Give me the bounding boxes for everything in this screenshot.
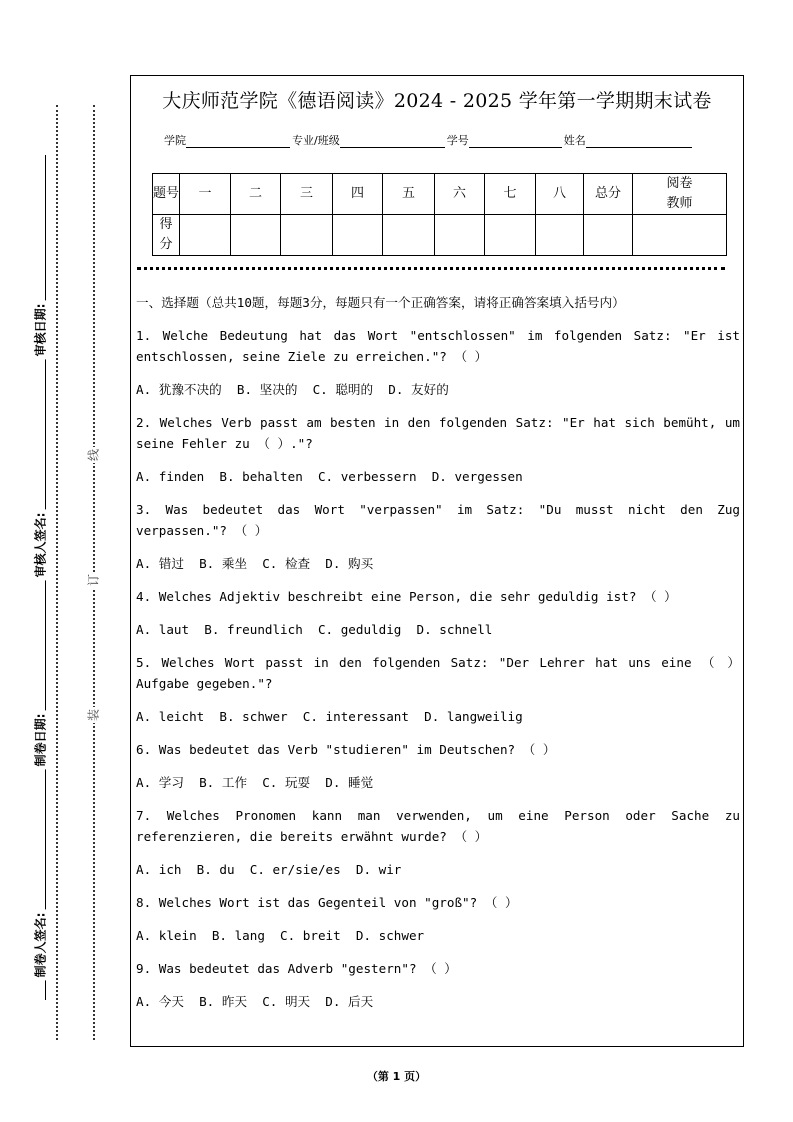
field-label-name: 姓名: [563, 134, 586, 147]
question-2: 2. Welches Verb passt am besten in den folgenden Satz: "Er hat sich bemüht, um seine Fehler zu （ ）."?: [136, 415, 740, 451]
table-cell: 总分: [584, 174, 633, 215]
cut-char-mount: 装: [86, 708, 101, 722]
table-cell: 一: [180, 174, 231, 215]
question-1-options: A. 犹豫不决的 B. 坚决的 C. 聪明的 D. 友好的: [136, 382, 449, 397]
question-7: 7. Welches Pronomen kann man verwenden, um eine Person oder Sache zu referenzieren, die bereits erwähnt wurde? （ ）: [136, 808, 740, 844]
field-label-student-id: 学号: [446, 134, 469, 147]
student-id-field[interactable]: [469, 135, 562, 148]
table-cell: 得分: [153, 215, 180, 256]
table-cell: 二: [231, 174, 281, 215]
question-section: [136, 292, 740, 1024]
table-row-scores: [153, 215, 727, 256]
field-label-college: 学院: [164, 134, 186, 147]
student-info-row: [164, 132, 694, 148]
question-9: 9. Was bedeutet das Adverb "gestern"? （ ）: [136, 961, 457, 976]
question-9-options: A. 今天 B. 昨天 C. 明天 D. 后天: [136, 994, 374, 1009]
table-cell: 四: [333, 174, 383, 215]
question-5-options: A. leicht B. schwer C. interessant D. langweilig: [136, 709, 523, 724]
dotted-separator: [137, 267, 725, 270]
question-3: 3. Was bedeutet das Wort "verpassen" im Satz: "Du musst nicht den Zug verpassen."? （ ）: [136, 502, 740, 538]
score-cell[interactable]: [536, 215, 584, 256]
score-cell[interactable]: [485, 215, 536, 256]
page-title: 大庆师范学院《德语阅读》2024 - 2025 学年第一学期期末试卷: [162, 90, 712, 112]
reviewer-signature-label: 审核人签名:: [32, 510, 49, 581]
maker-signature-label: 制卷人签名:: [32, 910, 49, 981]
field-label-major-class: 专业/班级: [292, 134, 340, 147]
question-list: [136, 325, 740, 1012]
question-7-options: A. ich B. du C. er/sie/es D. wir: [136, 862, 402, 877]
table-row-question-numbers: [153, 174, 727, 215]
dotted-line-inner: [56, 105, 58, 1040]
question-6: 6. Was bedeutet das Verb "studieren" im Deutschen? （ ）: [136, 742, 556, 757]
section-heading: 一、选择题（总共10题，每题3分，每题只有一个正确答案，请将正确答案填入括号内）: [136, 295, 625, 310]
question-8: 8. Welches Wort ist das Gegenteil von "groß"? （ ）: [136, 895, 518, 910]
table-cell: 八: [536, 174, 584, 215]
question-5: 5. Welches Wort passt in den folgenden Satz: "Der Lehrer hat uns eine （ ） Aufgabe gegeben."?: [136, 655, 740, 691]
table-cell: 五: [383, 174, 435, 215]
review-date-label: 审核日期:: [32, 301, 49, 360]
page-number: （第 1 页）: [366, 1070, 427, 1083]
question-2-options: A. finden B. behalten C. verbessern D. vergessen: [136, 469, 523, 484]
table-cell: 七: [485, 174, 536, 215]
score-cell[interactable]: [231, 215, 281, 256]
score-cell[interactable]: [180, 215, 231, 256]
score-cell[interactable]: [633, 215, 727, 256]
table-cell: 六: [435, 174, 485, 215]
major-class-field[interactable]: [340, 135, 445, 148]
question-8-options: A. klein B. lang C. breit D. schwer: [136, 928, 425, 943]
question-4: 4. Welches Adjektiv beschreibt eine Person, die sehr geduldig ist? （ ）: [136, 589, 677, 604]
name-field[interactable]: [586, 135, 692, 148]
score-cell[interactable]: [383, 215, 435, 256]
cut-char-line: 线: [86, 448, 101, 462]
college-field[interactable]: [186, 135, 290, 148]
score-table: [152, 173, 727, 256]
table-cell: 题号: [153, 174, 180, 215]
table-cell: 阅卷教师: [633, 174, 727, 215]
question-1: 1. Welche Bedeutung hat das Wort "entschlossen" im folgenden Satz: "Er ist entschlossen, seine Ziele zu erreichen."? （ ）: [136, 328, 740, 364]
score-cell[interactable]: [333, 215, 383, 256]
exam-frame: [130, 75, 744, 1047]
score-cell[interactable]: [584, 215, 633, 256]
make-date-label: 制卷日期:: [32, 711, 49, 770]
score-cell[interactable]: [281, 215, 333, 256]
question-6-options: A. 学习 B. 工作 C. 玩耍 D. 睡觉: [136, 775, 374, 790]
question-4-options: A. laut B. freundlich C. geduldig D. schnell: [136, 622, 493, 637]
question-3-options: A. 错过 B. 乘坐 C. 检查 D. 购买: [136, 556, 374, 571]
cut-char-bind: 订: [86, 573, 101, 587]
table-cell: 三: [281, 174, 333, 215]
score-cell[interactable]: [435, 215, 485, 256]
